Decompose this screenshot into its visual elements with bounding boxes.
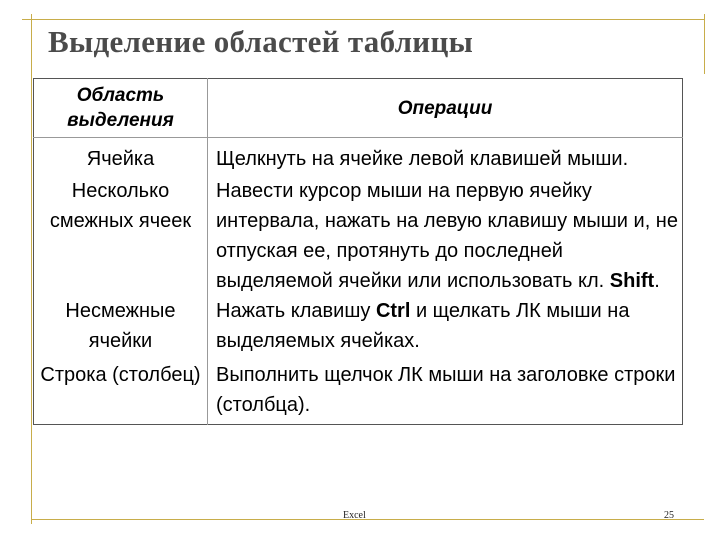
row-operation	[208, 138, 683, 175]
frame-bottom-line	[31, 519, 704, 520]
key-ctrl: Ctrl	[375, 300, 411, 322]
operation-text: Выполнить щелчок ЛК мыши на заголовке строки (столбца).	[216, 364, 676, 416]
frame-top-line	[22, 19, 704, 20]
operation-text: Навести курсор мыши на первую ячейку интервала, нажать на левую клавишу мыши и, не отпуская ее, протянуть до последней выделяемой ячейки или использовать кл.	[216, 180, 678, 292]
table-row	[34, 138, 683, 175]
row-operation	[208, 356, 683, 425]
header-area: Область выделения	[34, 79, 208, 138]
table-row	[34, 174, 683, 296]
table-row	[34, 356, 683, 425]
frame-left-line	[31, 14, 32, 524]
footer-title: Excel	[343, 510, 366, 521]
row-area: Строка (столбец)	[34, 356, 208, 425]
operation-text-end: .	[654, 270, 660, 292]
table-row	[34, 296, 683, 356]
frame-right-line	[704, 14, 705, 74]
page-number: 25	[664, 510, 674, 521]
row-area: Несколько смежных ячеек	[34, 174, 208, 296]
row-operation	[208, 174, 683, 296]
slide-title: Выделение областей таблицы	[48, 24, 474, 59]
row-operation	[208, 296, 683, 356]
operation-text-end: и щелкать ЛК мыши на выделяемых ячейках.	[216, 300, 630, 352]
key-shift: Shift	[609, 270, 655, 292]
table-header-row	[34, 79, 683, 138]
selection-table	[33, 78, 683, 425]
row-area: Ячейка	[34, 138, 208, 175]
operation-text: Нажать клавишу	[216, 300, 376, 322]
row-area: Несмежные ячейки	[34, 296, 208, 356]
operation-text: Щелкнуть на ячейке левой клавишей мыши.	[216, 148, 629, 170]
header-operations: Операции	[208, 79, 683, 138]
